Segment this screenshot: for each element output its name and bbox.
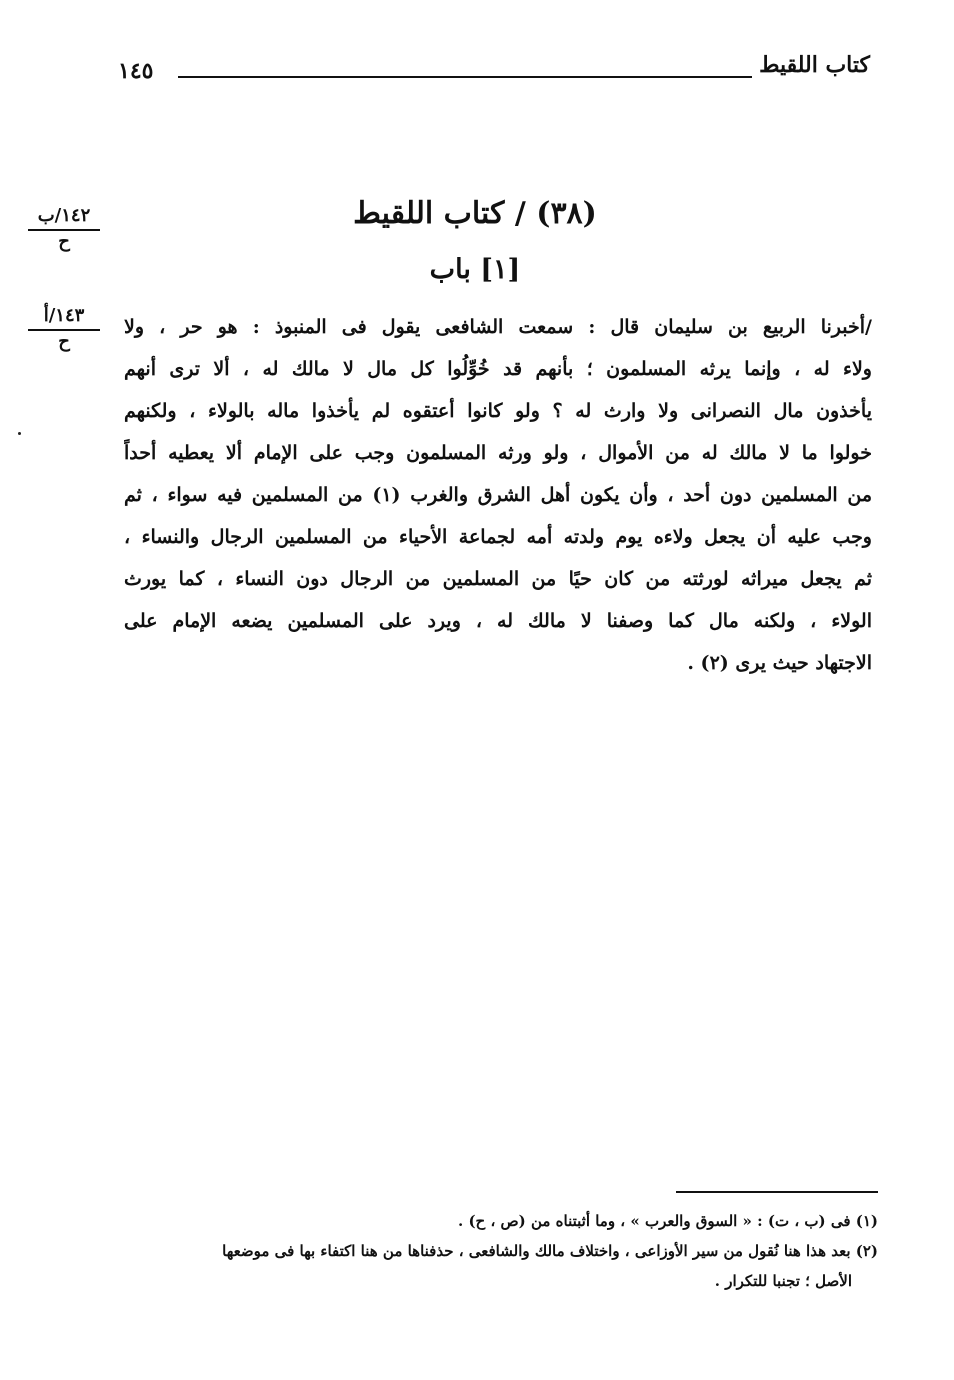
- header-rule: [178, 76, 752, 78]
- folio-number: ١٤٢/ب: [28, 205, 100, 231]
- text-line: الولاء ، ولكنه مال كما وصفنا لا مالك له ، ويرد على المسلمين يضعه الإمام على: [124, 610, 872, 632]
- text-line: الاجتهاد حيث يرى (٢) .: [687, 652, 872, 674]
- footnote-2-continuation: الأصل ؛ تجنبا للتكرار .: [714, 1272, 852, 1290]
- section-title: [١] باب: [429, 254, 521, 285]
- text-line: ولاء له ، وإنما يرثه المسلمون ؛ بأنهم قد خُوِّلُوا كل مال لا مالك له ، ألا ترى أنهم: [124, 358, 872, 380]
- manuscript-siglum: ح: [58, 331, 70, 352]
- page-number: ١٤٥: [118, 58, 154, 84]
- running-header: [118, 52, 870, 86]
- text-line: وجب عليه أن يجعل ولاءه يوم ولدته أمه لجماعة الأحياء من المسلمين الرجال والنساء ،: [124, 526, 872, 548]
- chapter-title: (٣٨) / كتاب اللقيط: [353, 196, 597, 231]
- text-line: خولوا ما لا مالك له من الأموال ، ولو ورثه المسلمون وجب على الإمام ألا يعطيه أحداً: [124, 442, 872, 464]
- footnotes: [130, 1206, 878, 1296]
- text-line: ثم يجعل ميراثه لورثته من كان حيًا من المسلمين من الرجال دون النساء ، كما يورث: [124, 568, 872, 590]
- running-title: كتاب اللقيط: [759, 52, 870, 78]
- text-line: يأخذون مال النصرانى ولا وارث له ؟ ولو كانوا أعتقوه لم يأخذوا ماله بالولاء ، ولكنهم: [124, 400, 872, 422]
- margin-folio-note: [28, 305, 100, 353]
- manuscript-siglum: ح: [58, 231, 70, 252]
- footnote-2: (٢) بعد هذا هنا نُقول من سير الأوزاعى ، واختلاف مالك والشافعى ، حذفناها من هنا اكتفاء بها فى موضعها: [222, 1242, 878, 1260]
- folio-number: ١٤٣/أ: [28, 305, 100, 331]
- text-line: /أخبرنا الربيع بن سليمان قال : سمعت الشافعى يقول فى المنبوذ : هو حر ، ولا: [124, 316, 872, 338]
- main-text: [124, 306, 872, 684]
- footnote-rule: [676, 1191, 878, 1193]
- footnote-1: (١) فى (ب ، ت) : « السوق والعرب » ، وما أثبتناه من (ص ، ح) .: [458, 1212, 878, 1230]
- margin-folio-note: [28, 205, 100, 253]
- text-line: من المسلمين دون أحد ، وأن يكون أهل الشرق والغرب (١) من المسلمين فيه سواء ، ثم: [124, 484, 872, 506]
- ink-speck: [18, 432, 21, 435]
